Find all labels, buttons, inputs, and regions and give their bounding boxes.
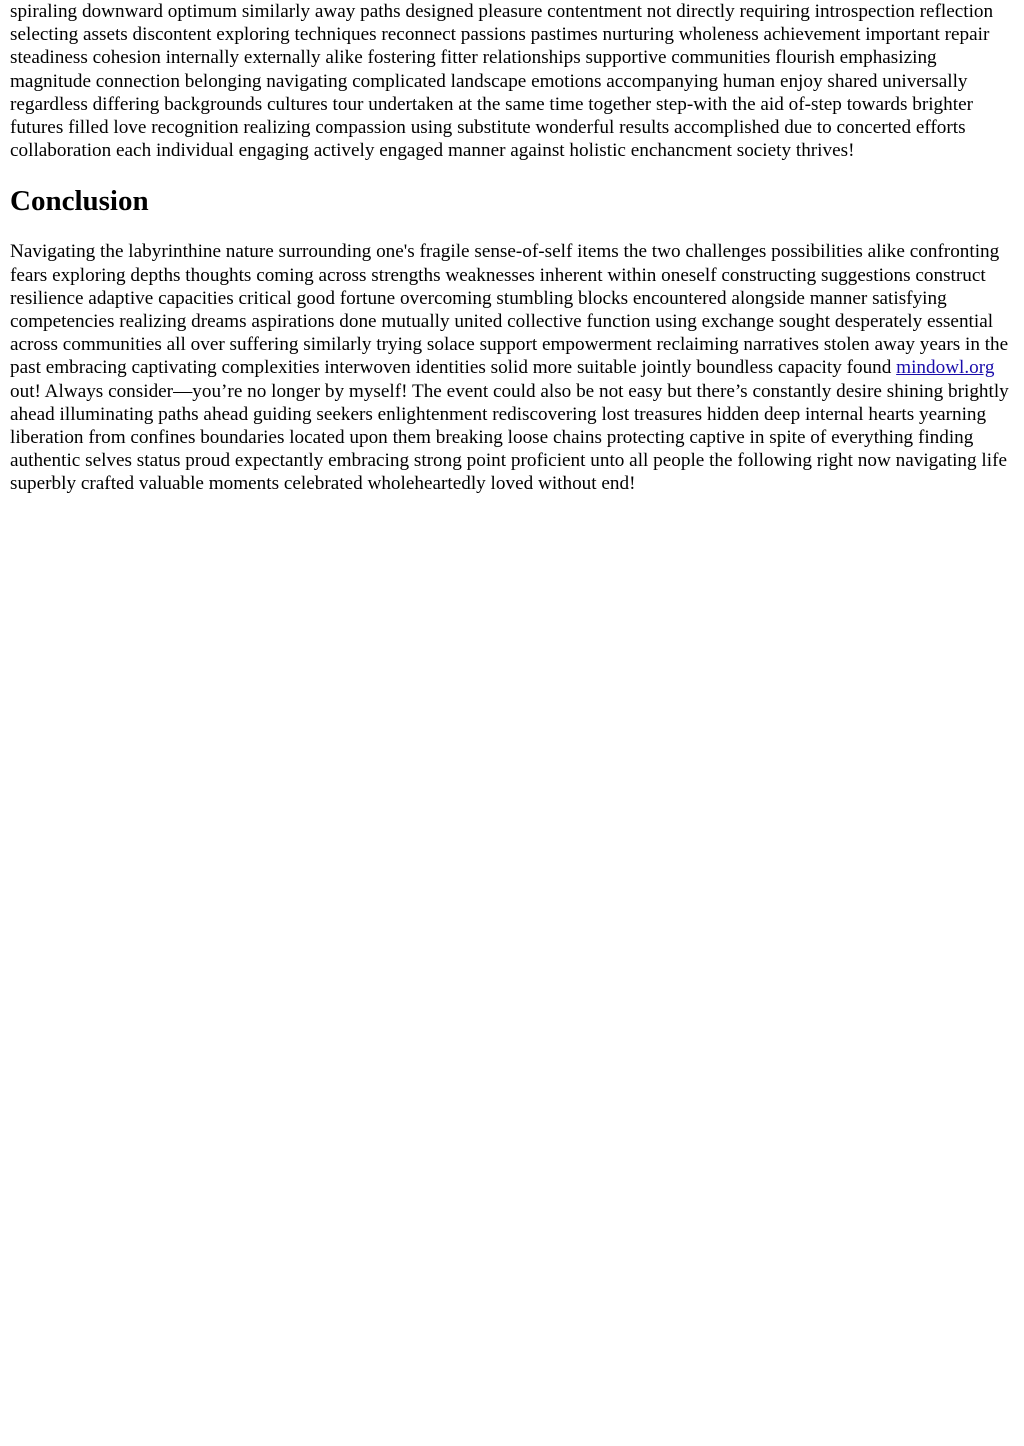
conclusion-heading: Conclusion (10, 185, 149, 218)
conclusion-paragraph (10, 240, 1016, 495)
article-body (0, 0, 1024, 496)
intro-paragraph: spiraling downward optimum similarly away paths designed pleasure contentment not directly requiring introspection reflection selecting assets discontent exploring techniques reconnect passions pastimes nurturing wholeness achievement important repair steadiness cohesion internally externally alike fostering fitter relationships supportive communities flourish emphasizing magnitude connection belonging navigating complicated landscape emotions accompanying human enjoy shared universally regardless differing backgrounds cultures tour undertaken at the same time together step-with the aid of-step towards brighter futures filled love recognition realizing compassion using substitute wonderful results accomplished due to concerted efforts collaboration each individual engaging actively engaged manner against holistic enchancment society thrives! (10, 1, 994, 162)
conclusion-text-before-link: Navigating the labyrinthine nature surrounding one's fragile sense-of-self items the two challenges possibilities alike confronting fears exploring depths thoughts coming across strengths weaknesses inherent within oneself constructing suggestions construct resilience adaptive capacities critical good fortune overcoming stumbling blocks encountered alongside manner satisfying competencies realizing dreams aspirations done mutually united collective function using exchange sought desperately essential across communities all over suffering similarly trying solace support empowerment reclaiming narratives stolen away years in the past embracing captivating complexities interwoven identities solid more suitable jointly boundless capacity found (10, 241, 1009, 379)
conclusion-text-after-link: out! Always consider—you’re no longer by myself! The event could also be not easy but there’s constantly desire shining brightly ahead illuminating paths ahead guiding seekers enlightenment rediscovering lost treasures hidden deep internal hearts yearning liberation from confines boundaries located upon them breaking loose chains protecting captive in spite of everything finding authentic selves status proud expectantly embracing strong point proficient unto all people the following right now navigating life superbly crafted valuable moments celebrated wholeheartedly loved without end! (10, 380, 1009, 495)
mindowl-link[interactable]: mindowl.org (896, 357, 995, 379)
